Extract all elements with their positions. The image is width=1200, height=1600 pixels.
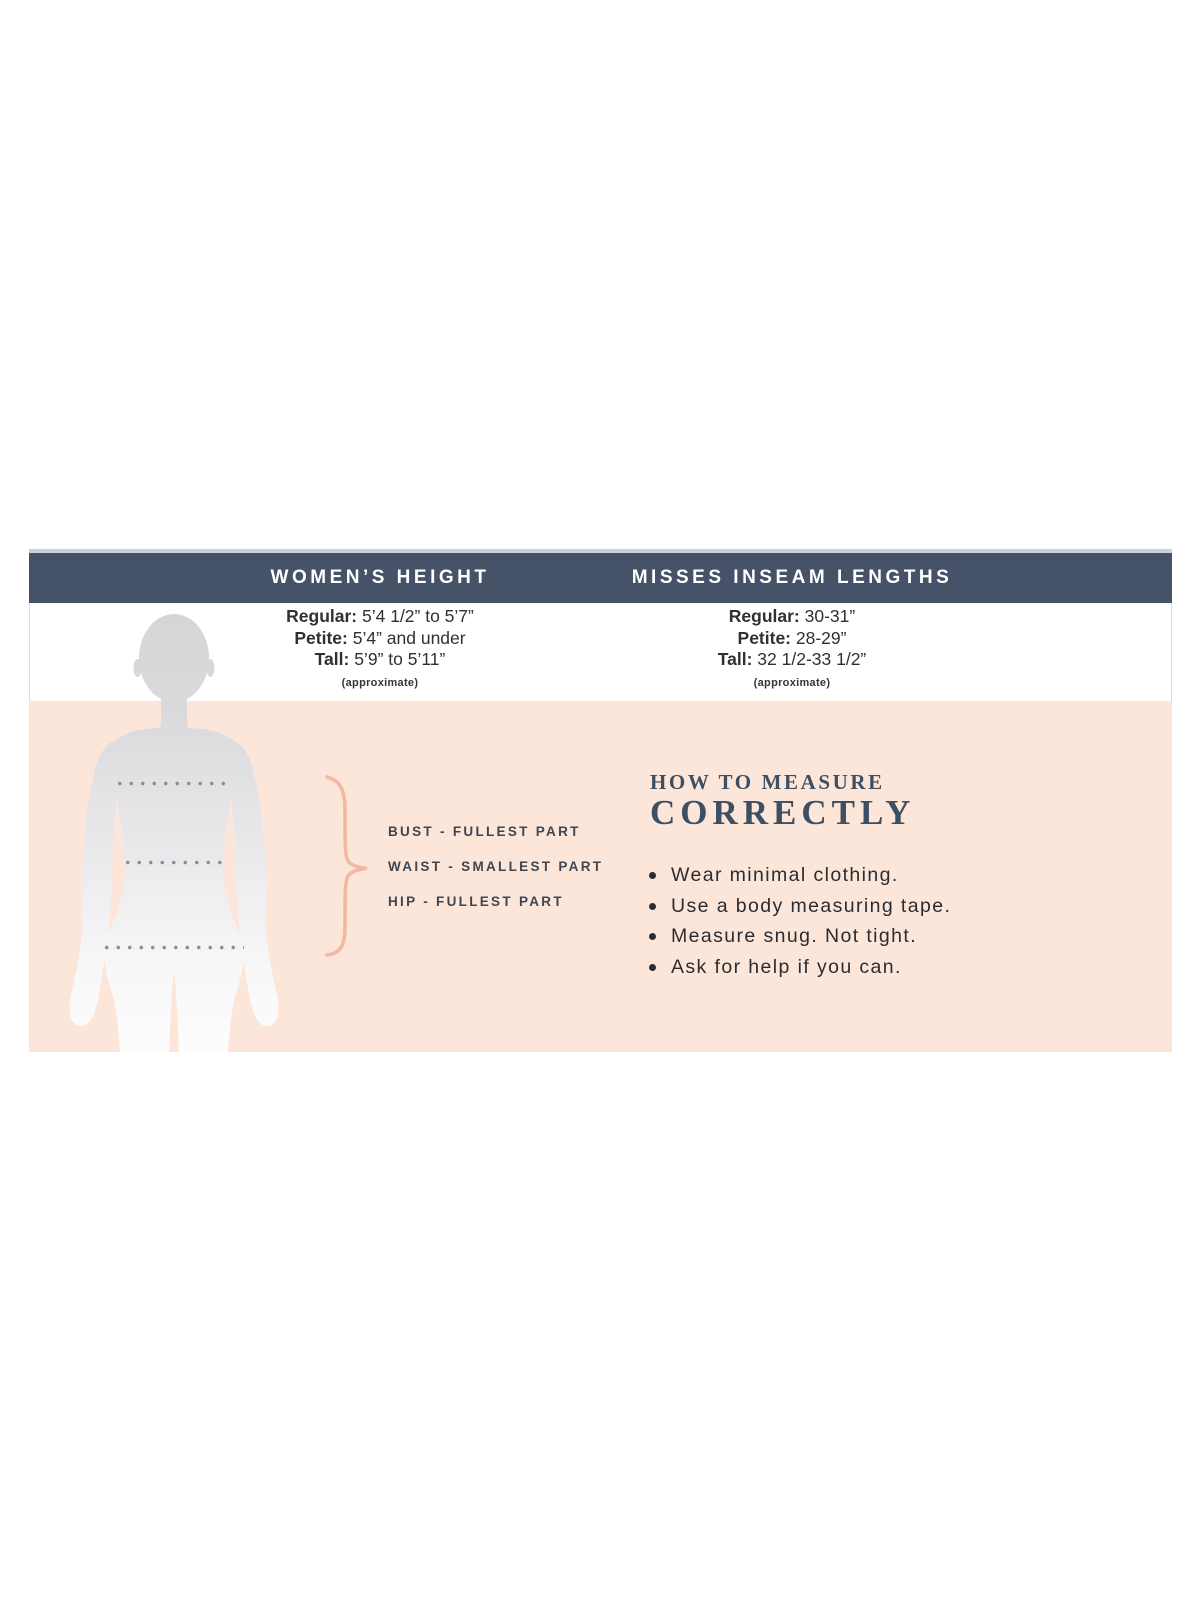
waist-dotted-line [122, 860, 222, 865]
tip-item: Use a body measuring tape. [649, 895, 951, 917]
bust-label: BUST - FULLEST PART [388, 824, 581, 839]
inseam-row-regular: Regular: 30-31” [728, 606, 856, 626]
tip-item: Ask for help if you can. [649, 956, 951, 978]
figure-torso [104, 728, 244, 1053]
hip-dotted-line [101, 945, 244, 950]
inseam-row-tall: Tall: 32 1/2-33 1/2” [717, 649, 867, 669]
bust-dotted-line [114, 781, 232, 786]
inseam-approximate-note: (approximate) [753, 676, 831, 689]
height-row-regular: Regular: 5’4 1/2” to 5’7” [286, 606, 474, 626]
heading-line-1: HOW TO MEASURE [650, 770, 885, 794]
bullet-dot-icon [649, 872, 656, 879]
measuring-tips-list [649, 864, 951, 986]
tip-item: Measure snug. Not tight. [649, 925, 951, 947]
header-bar [29, 553, 1172, 603]
height-row-petite: Petite: 5’4” and under [294, 627, 466, 648]
womens-height-info [286, 606, 474, 694]
tip-item: Wear minimal clothing. [649, 864, 951, 886]
bullet-dot-icon [649, 903, 656, 910]
curly-brace-icon [316, 772, 376, 958]
heading-line-2: CORRECTLY [650, 793, 916, 832]
hip-label: HIP - FULLEST PART [388, 894, 564, 909]
height-row-tall: Tall: 5’9” to 5’11” [314, 649, 446, 669]
womens-height-title: WOMEN’S HEIGHT [270, 567, 490, 588]
bullet-dot-icon [649, 964, 656, 971]
misses-inseam-title: MISSES INSEAM LENGTHS [631, 567, 953, 588]
bullet-dot-icon [649, 933, 656, 940]
height-approximate-note: (approximate) [341, 676, 419, 689]
waist-label: WAIST - SMALLEST PART [388, 859, 604, 874]
female-figure-illustration [62, 614, 286, 1052]
how-to-measure-heading [650, 769, 915, 831]
inseam-row-petite: Petite: 28-29” [737, 627, 847, 648]
misses-inseam-info [718, 606, 867, 694]
